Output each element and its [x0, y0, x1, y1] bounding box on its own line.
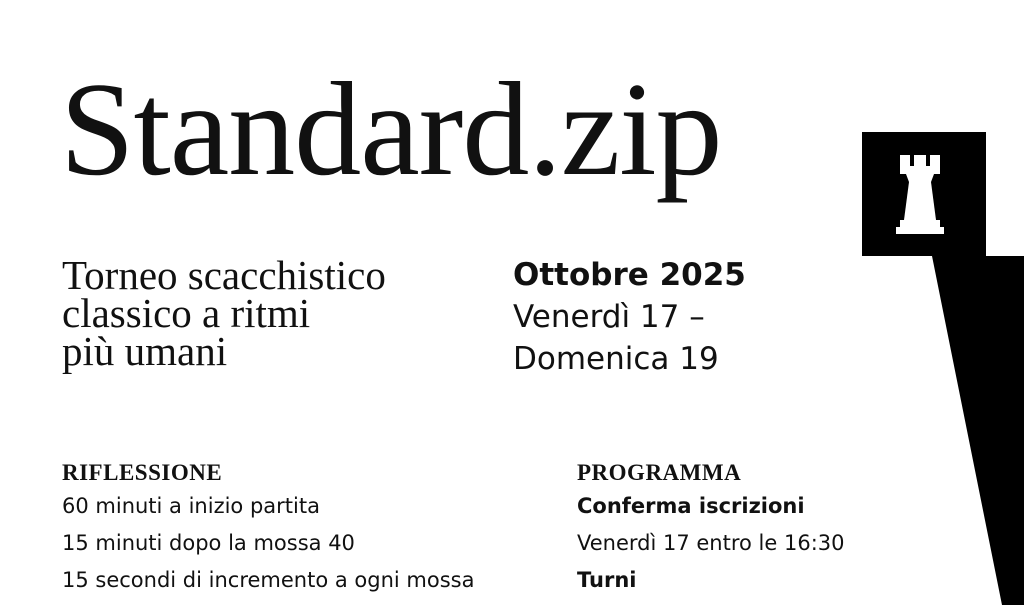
- programma-section: [577, 460, 845, 599]
- subtitle-line: più umani: [62, 328, 228, 374]
- subtitle-line: Torneo scacchistico: [62, 252, 386, 298]
- subtitle-line: classico a ritmi: [62, 290, 311, 336]
- event-date-start: Venerdì 17 –: [513, 299, 705, 335]
- subtitle: [62, 252, 386, 374]
- riflessione-section: [62, 460, 474, 599]
- page-title: Standard.zip: [60, 55, 722, 203]
- event-date-end: Domenica 19: [513, 341, 719, 377]
- event-dates: [513, 254, 746, 380]
- confirm-label: Conferma iscrizioni: [577, 494, 805, 518]
- confirm-value: Venerdì 17 entro le 16:30: [577, 531, 845, 555]
- programma-heading: PROGRAMMA: [577, 460, 742, 485]
- time-control-item: 15 secondi di incremento a ogni mossa: [62, 568, 475, 592]
- turni-label: Turni: [577, 568, 637, 592]
- time-control-item: 60 minuti a inizio partita: [62, 494, 320, 518]
- rook-icon: [862, 132, 1024, 605]
- riflessione-heading: RIFLESSIONE: [62, 460, 223, 485]
- event-month: Ottobre 2025: [513, 257, 746, 293]
- time-control-item: 15 minuti dopo la mossa 40: [62, 531, 355, 555]
